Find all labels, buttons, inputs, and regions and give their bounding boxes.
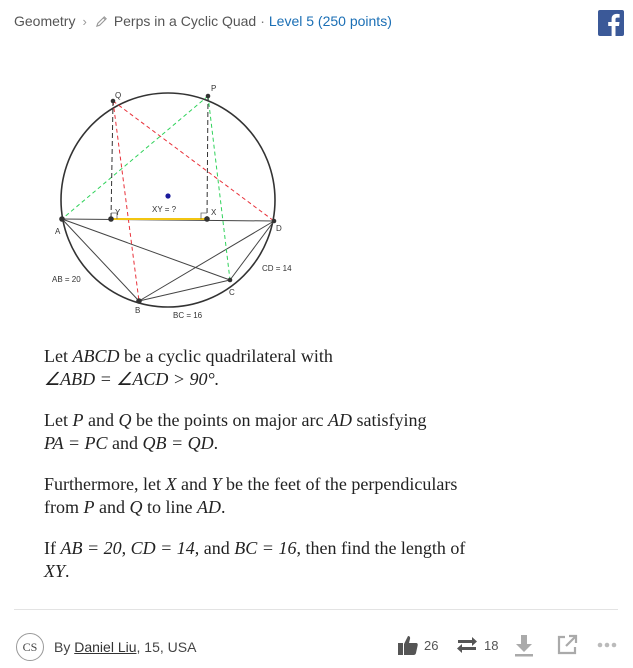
point-d — [272, 219, 277, 224]
chord-bc — [139, 280, 230, 301]
like-button[interactable] — [397, 631, 438, 659]
thumbs-up-icon — [397, 634, 419, 656]
text: Let — [44, 346, 73, 366]
text: . — [221, 497, 226, 517]
label-x: X — [211, 208, 217, 217]
like-count: 26 — [424, 637, 439, 653]
text: and — [176, 474, 212, 494]
point-a — [59, 216, 65, 222]
reshare-icon — [455, 634, 479, 656]
math-ad: AD — [327, 410, 352, 430]
breadcrumb-separator: · — [260, 13, 265, 29]
math-bc: BC = 16 — [234, 538, 297, 558]
label-cd-length: CD = 14 — [262, 264, 292, 273]
text: , then find the length of — [296, 538, 466, 558]
math-angle-equation: ∠ABD = ∠ACD > 90°. — [44, 369, 220, 389]
author-by-label: By — [54, 639, 75, 655]
math-xy: XY — [44, 561, 66, 581]
text: from — [44, 497, 84, 517]
label-p: P — [211, 84, 217, 93]
math-cd: CD = 14 — [130, 538, 195, 558]
perpendicular-qy — [111, 101, 113, 219]
text: . — [65, 561, 70, 581]
text: satisfying — [351, 410, 427, 430]
breadcrumb-subject-link[interactable]: Geometry — [14, 13, 76, 29]
label-ab-length: AB = 20 — [52, 275, 81, 284]
download-button[interactable] — [513, 631, 535, 659]
problem-paragraph-3 — [44, 473, 604, 519]
text: be the feet of the perpendiculars — [221, 474, 458, 494]
label-bc-length: BC = 16 — [173, 311, 203, 320]
segment-pa — [62, 96, 208, 219]
chord-bd — [139, 221, 274, 301]
cs-badge[interactable]: CS — [16, 633, 44, 661]
author-name-link[interactable]: Daniel Liu — [74, 639, 137, 655]
perpendicular-px — [207, 96, 208, 219]
breadcrumb — [14, 13, 392, 29]
point-c — [228, 278, 233, 283]
math-q: Q — [118, 410, 132, 430]
math-ad: AD — [197, 497, 221, 517]
problem-title: Perps in a Cyclic Quad — [113, 13, 257, 29]
divider — [14, 609, 618, 610]
chevron-right-icon: › — [82, 13, 87, 29]
math-ab: AB = 20 — [60, 538, 122, 558]
math-abcd: ABCD — [72, 346, 120, 366]
label-d: D — [276, 224, 282, 233]
author-info — [54, 639, 196, 655]
open-external-button[interactable] — [556, 631, 578, 659]
point-x — [204, 216, 210, 222]
circle-center — [165, 193, 170, 198]
problem-footer — [0, 622, 633, 668]
author-meta: , 15, USA — [136, 639, 197, 655]
problem-header — [0, 0, 633, 44]
problem-paragraph-1 — [44, 345, 604, 391]
reshare-count: 18 — [484, 637, 499, 653]
text: be the points on major arc — [131, 410, 328, 430]
text: to line — [142, 497, 197, 517]
problem-paragraph-4 — [44, 537, 604, 583]
segment-qd — [113, 101, 274, 221]
circumcircle — [61, 93, 275, 307]
label-b: B — [135, 306, 141, 315]
math-x: X — [165, 474, 177, 494]
chords — [62, 219, 274, 301]
pencil-icon — [95, 15, 108, 28]
text: and — [94, 497, 130, 517]
label-c: C — [229, 288, 235, 297]
math-q: Q — [129, 497, 143, 517]
text: be a cyclic quadrilateral with — [119, 346, 333, 366]
text: and — [107, 433, 143, 453]
math-pa-pc: PA = PC — [44, 433, 108, 453]
math-y: Y — [211, 474, 222, 494]
more-horizontal-icon — [597, 641, 617, 649]
text: and — [83, 410, 119, 430]
text: If — [44, 538, 61, 558]
problem-statement — [44, 345, 604, 601]
text: . — [213, 433, 219, 453]
segment-pc — [208, 96, 230, 280]
math-p: P — [83, 497, 95, 517]
point-p — [206, 94, 211, 99]
math-p: P — [72, 410, 84, 430]
reshare-button[interactable] — [455, 631, 498, 659]
label-q: Q — [115, 91, 122, 100]
point-y — [108, 216, 114, 222]
point-b — [136, 298, 142, 304]
facebook-icon — [598, 10, 624, 36]
text: , and — [194, 538, 235, 558]
facebook-share-button[interactable] — [598, 10, 624, 36]
download-icon — [513, 633, 535, 657]
green-dashed-lines — [62, 96, 230, 280]
text: , — [121, 538, 131, 558]
chord-ab — [62, 219, 139, 301]
segment-qb — [113, 101, 139, 301]
text: Furthermore, let — [44, 474, 166, 494]
external-link-icon — [556, 634, 578, 656]
problem-level-link[interactable]: Level 5 (250 points) — [268, 13, 392, 29]
problem-paragraph-2 — [44, 409, 604, 455]
label-xy: XY = ? — [152, 205, 177, 214]
math-qb-qd: QB = QD — [142, 433, 214, 453]
label-y: Y — [115, 208, 121, 217]
geometry-diagram — [0, 70, 633, 330]
label-a: A — [55, 227, 61, 236]
more-options-button[interactable] — [597, 631, 617, 659]
text: Let — [44, 410, 73, 430]
